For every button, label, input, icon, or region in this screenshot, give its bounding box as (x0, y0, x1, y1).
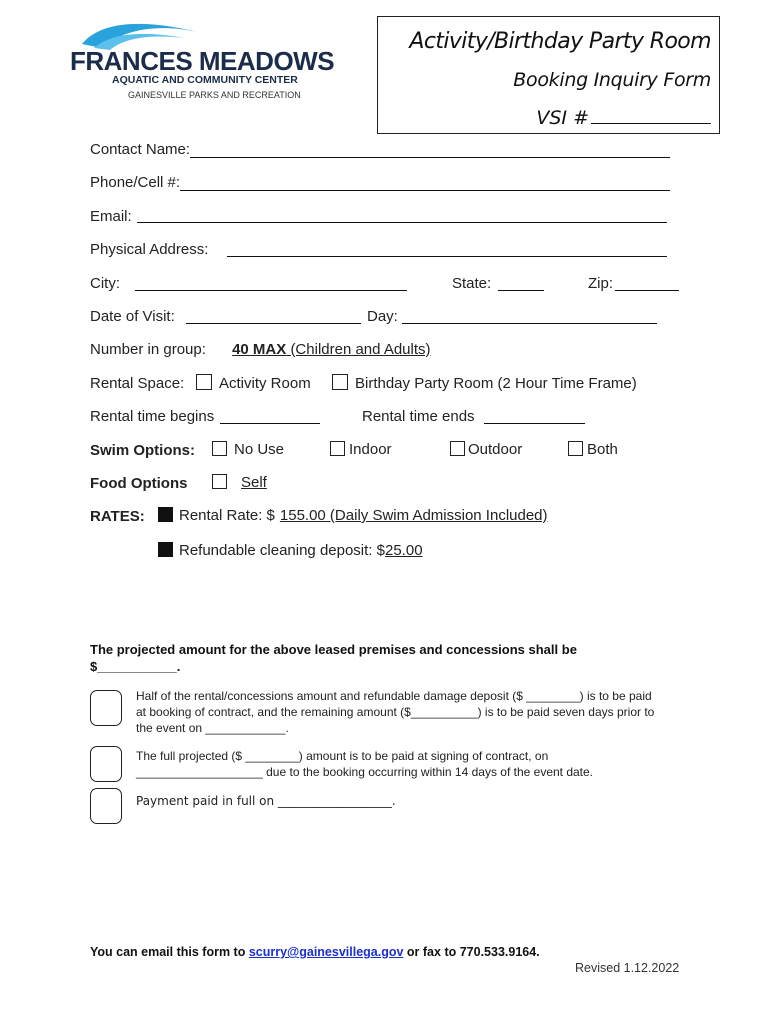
vsi-label: VSI # (536, 107, 589, 129)
birthday-room-label: Birthday Party Room (2 Hour Time Frame) (355, 375, 637, 392)
rental-time-ends-label: Rental time ends (362, 408, 475, 425)
swim-indoor-checkbox[interactable] (330, 441, 345, 456)
email-label: Email: (90, 208, 132, 225)
phone-label: Phone/Cell #: (90, 174, 181, 191)
rental-space-label: Rental Space: (90, 375, 185, 392)
form-subtitle: Booking Inquiry Form (513, 69, 711, 91)
swim-both-label: Both (587, 441, 618, 458)
date-of-visit-label: Date of Visit: (90, 308, 175, 325)
payment-option-2-checkbox[interactable] (90, 746, 122, 782)
city-label: City: (90, 275, 120, 292)
activity-room-label: Activity Room (219, 375, 311, 392)
food-self-label: Self (241, 474, 267, 491)
contact-name-label: Contact Name: (90, 141, 191, 158)
swim-option-no-use[interactable] (212, 441, 284, 458)
day-label: Day: (367, 308, 398, 325)
swim-outdoor-label: Outdoor (468, 441, 523, 458)
swim-indoor-label: Indoor (349, 441, 392, 458)
swim-options-label: Swim Options: (90, 442, 195, 459)
food-self-checkbox[interactable] (212, 474, 227, 489)
contact-name-input[interactable] (190, 157, 670, 158)
header-box (377, 16, 720, 134)
projected-line-1: The projected amount for the above leased premises and concessions shall be (90, 642, 577, 657)
group-row (90, 341, 431, 358)
swim-option-outdoor[interactable] (450, 441, 522, 458)
payment-option-1-text: Half of the rental/concessions amount and refundable damage deposit ($ ________) is to be paid at booking of contract, and the remaining amount ($__________) is to be paid seven days prior to the event on ____________. (136, 689, 655, 735)
rental-time-begins-label: Rental time begins (90, 408, 215, 425)
payment-option-1-checkbox[interactable] (90, 690, 122, 726)
address-input[interactable] (227, 256, 667, 257)
swim-no-use-checkbox[interactable] (212, 441, 227, 456)
cleaning-deposit-checkbox[interactable] (158, 542, 173, 557)
day-input[interactable] (402, 323, 657, 324)
activity-room-checkbox[interactable] (196, 374, 212, 390)
zip-input[interactable] (615, 290, 679, 291)
address-label: Physical Address: (90, 241, 209, 258)
email-link[interactable]: scurry@gainesvillega.gov (248, 945, 404, 959)
food-options-label: Food Options (90, 475, 188, 492)
swim-both-checkbox[interactable] (568, 441, 583, 456)
cleaning-deposit-value: 25.00 (385, 542, 423, 559)
zip-label: Zip: (588, 275, 614, 292)
payment-option-3-checkbox[interactable] (90, 788, 122, 824)
rental-rate-label: Rental Rate: $ (179, 507, 275, 524)
date-of-visit-input[interactable] (186, 323, 361, 324)
rental-rate-checkbox[interactable] (158, 507, 173, 522)
cleaning-deposit-label: Refundable cleaning deposit: $ (179, 542, 385, 559)
group-note: (Children and Adults) (290, 341, 431, 358)
rates-label: RATES: (90, 508, 145, 525)
logo (70, 18, 345, 108)
swim-no-use-label: No Use (234, 441, 285, 458)
footer-contact: You can email this form to scurry@gainesvillega.gov or fax to 770.533.9164. (90, 945, 540, 959)
rental-birthday-room[interactable] (332, 374, 637, 392)
state-label: State: (452, 275, 492, 292)
payment-option-2-text: The full projected ($ ________) amount is to be paid at signing of contract, on ___________________ due to the booking occurring within 14 days of the event date. (136, 749, 594, 779)
logo-name: FRANCES MEADOWS (70, 46, 335, 76)
logo-subtitle: AQUATIC AND COMMUNITY CENTER (112, 74, 298, 86)
group-label: Number in group: (90, 341, 206, 358)
form-title: Activity/Birthday Party Room (409, 29, 711, 54)
rental-rate (158, 507, 548, 524)
revised-date: Revised 1.12.2022 (575, 961, 680, 975)
email-input[interactable] (137, 222, 667, 223)
payment-option-3-text: Payment paid in full on ___________________. (136, 794, 396, 808)
vsi-field[interactable] (536, 107, 711, 129)
rental-rate-value: 155.00 (Daily Swim Admission Included) (279, 507, 548, 524)
cleaning-deposit (158, 542, 423, 559)
city-input[interactable] (135, 290, 407, 291)
rental-activity-room[interactable] (196, 374, 311, 392)
phone-input[interactable] (180, 190, 670, 191)
swim-outdoor-checkbox[interactable] (450, 441, 465, 456)
logo-org: GAINESVILLE PARKS AND RECREATION (128, 90, 301, 100)
birthday-room-checkbox[interactable] (332, 374, 348, 390)
group-value: 40 MAX (232, 341, 287, 358)
rental-time-ends-input[interactable] (484, 423, 585, 424)
rental-time-begins-input[interactable] (220, 423, 320, 424)
state-input[interactable] (498, 290, 544, 291)
food-option-self[interactable] (212, 474, 339, 491)
swim-option-both[interactable] (568, 441, 618, 458)
projected-line-2: $___________. (90, 659, 181, 674)
swim-option-indoor[interactable] (330, 441, 392, 458)
